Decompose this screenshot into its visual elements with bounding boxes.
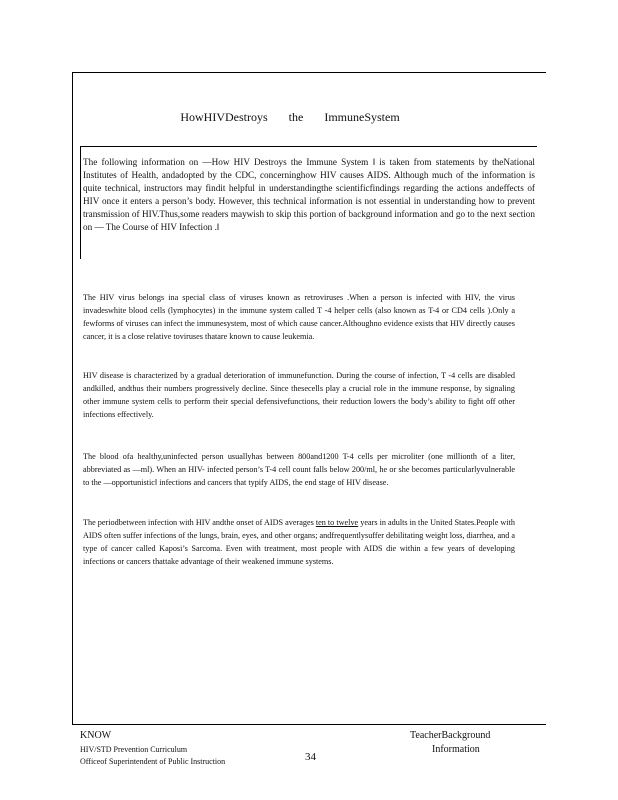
footer-subtitle: HIV/STD Prevention Curriculum [80,745,188,754]
paragraph-t4-count: The blood ofa healthy,uninfected person usuallyhas between 800and1200 T-4 cells per microliter (one millionth of a liter, abbreviated as —ml). When an HIV- infected person’s T-4 cell count falls below 200/ml, he or she becomes particularlyvulnerable to the —opportunistic‖ infections and cancers that typify AIDS, the end stage of HIV disease. [83,452,515,487]
footer-section-line2: Information [432,744,480,755]
page-title: HowHIVDestroys the ImmuneSystem [180,110,400,124]
paragraph-retrovirus: The HIV virus belongs ina special class of viruses known as retroviruses .When a person is infected with HIV, the virus invadeswhite blood cells (lymphocytes) in the immune system called T -4 helper cells (also known as T-4 or CD4 cells ).Only a fewforms of viruses can infect the immunesystem, most of which cause cancer.Althoughno evidence exists that HIV directly causes cancer, it is a close relative toviruses thatare known to cause leukemia. [83,293,515,341]
footer-office: Officeof Superintendent of Public Instruction [80,757,226,766]
aids-onset-text-start: The periodbetween infection with HIV andthe onset of AIDS averages [83,518,316,527]
aids-onset-text-end: years in adults in the United States.People with AIDS often suffer infections of the lungs, brain, eyes, and other organs; andfrequentlysuffer debilitating weight loss, diarrhea, and a type of cancer called Kaposi’s Sarcoma. Even with treatment, most people with AIDS die within a few years of developing infections or cancers thattake advantage of their weakened immune systems. [83,518,515,566]
paragraph-aids-onset [83,516,515,568]
top-rule [72,72,546,73]
footer-section-line1: TeacherBackground [410,730,491,741]
intro-paragraph: The following information on —How HIV Destroys the Immune System ‖ is taken from statements by theNational Institutes of Health, andadopted by the CDC, concerninghow HIV causes AIDS. Although much of the information is quite technical, instructors may findit helpful in understandingthe scientificfindings regarding the actions andeffects of HIV once it enters a person’s body. However, this technical information is not essential in understanding how to prevent transmission of HIV.Thus,some readers maywish to skip this portion of background information and go to the next section on — The Course of HIV Infection .‖ [83,157,535,232]
paragraph-immune-function: HIV disease is characterized by a gradual deterioration of immunefunction. During the course of infection, T -4 cells are disabled andkilled, andthus their numbers progressively decline. Since thesecells play a crucial role in the immune response, by signaling other immune system cells to perform their special defensivefunctions, their reduction lowers the body’s ability to fight off other infections effectively. [83,371,515,419]
footer-program: KNOW [80,730,112,741]
left-margin-rule [72,72,73,724]
footer-rule [72,724,546,725]
underlined-years: ten to twelve [315,518,359,527]
page-number: 34 [305,751,316,763]
